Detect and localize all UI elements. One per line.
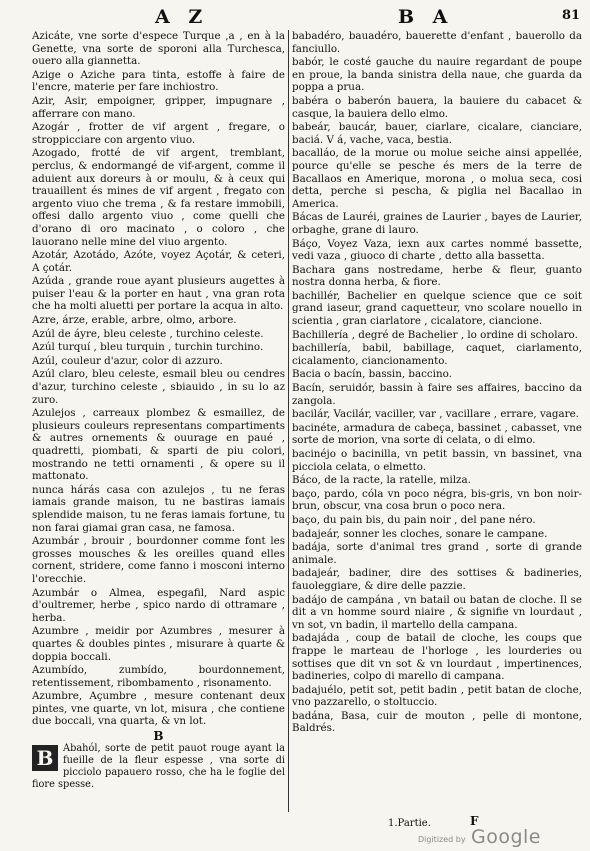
left-entry: Azulejos , carreaux plombez & esmaillez, de plusieurs couleurs representans compartiments & autres ornements & ouurage en paué , quadretti, piombati, & sparti de piu colori, mostrando ne tetti ornamenti , & opere su il mattonato. (32, 407, 285, 483)
right-entry: badájo de campána , vn batail ou batan de cloche. Il se dit a vn homme sourd niaire , & signifie vn lourdaut , vn sot, vn badin, il martello della campana. (292, 593, 582, 631)
running-head-right: B A (398, 6, 454, 28)
left-entry: Azumbre , meidir por Azumbres , mesurer à quartes & doubles pintes , misurare à quarte & doppia boccali. (32, 625, 285, 663)
right-entry: Bacín, seruidór, bassin à faire ses affaires, baccino da zangola. (292, 382, 582, 407)
right-entry: babór, le costé gauche du nauire regardant de poupe en proue, la banda sinistra della naue, che guarda da poppa a prua. (292, 56, 582, 94)
right-entry: bachillér, Bachelier en quelque science que ce soit grand iaseur, grand caquetteur, vno scolare nouello in scientia , gran ciarlatore , cicalatore, ciancione. (292, 289, 582, 328)
watermark-google-logo: Google (471, 826, 542, 848)
right-entry: badajeár, sonner les cloches, sonare le campane. (292, 527, 548, 540)
right-entry: bacinéte, armadura de cabeça, bassinet , cabasset, vne sorte de morion, vna sorte di celata, o di elmo. (292, 421, 582, 447)
right-entry: Bacia o bacín, bassin, baccino. (292, 368, 452, 381)
left-column (32, 30, 285, 808)
right-entry: bacilár, Vacilár, vaciller, var , vacillare , errare, vagare. (292, 408, 579, 421)
page-header (0, 4, 590, 28)
digitized-watermark (418, 828, 568, 848)
right-entry: babéra o baberón bauera, la bauiere du cabacet & casque, la bauiera dello elmo. (292, 94, 582, 120)
entry-abahol (32, 743, 285, 791)
left-entry: Azre, árze, erable, arbre, olmo, arbore. (32, 314, 237, 327)
right-entry: badána, Basa, cuir de mouton , pelle di montone, Baldrés. (292, 709, 582, 735)
right-entry: Bachillería , degré de Bachelier , lo ordine di scholaro. (292, 328, 578, 341)
left-entry: Azumbár o Almea, espegafil, Nard aspic d'oultremer, herbe , spico nardo di ottramare , herba. (32, 586, 285, 624)
left-entry: Azúl, couleur d'azur, color di azzuro. (32, 354, 223, 367)
signature-mark: 1.Partie. (388, 818, 431, 829)
left-entry: Azumbre, Açumbre , mesure contenant deux pintes, vne quarte, vn lot, misura , che contiene due boccali, vna quarta, & vn lot. (32, 690, 285, 728)
left-entry: Azúl turquí , bleu turquin , turchin turchino. (32, 341, 264, 354)
right-column (292, 30, 582, 808)
right-entry: bachillería, babil, babillage, caquet, ciarlamento, cicalamento, ciancionamento. (292, 342, 582, 367)
left-entry: Azogado, frotté de vif argent, tremblant, perclus, & endormangé de vif-argent, comme il aduient aux doreurs à or moulu, & à ceux qui trauaillent és mines de vif argent , fregato con argento viuo che trema , & fa restare immobili, offesi dallo argento viuo , come quelli che d'orano di oro macinato , o coloro , che lauorano nelle mine del viuo argento. (32, 147, 285, 248)
left-entry: Azumbído, zumbído, bourdonnement, retentissement, ribombamento , risonamento. (32, 664, 285, 689)
right-entry: Bachara gans nostredame, herbe & fleur, guanto nostra donna herba, & fiore. (292, 263, 582, 289)
column-divider (288, 30, 289, 812)
right-entry: bacalláo, de la morue ou molue seiche ainsi appellée, pource qu'elle se pesche és mers de la terre de Bacallaos en Amerique, morona , o molua seca, cosi detta, perche si pescha, & piglia nel Bacallao in America. (292, 147, 582, 210)
left-entry: Azúl claro, bleu celeste, esmail bleu ou cendres d'azur, turchino celeste , sbiauido , in su lo az zuro. (32, 368, 285, 406)
catchword-letter: F (470, 814, 479, 828)
left-entry: Azicáte, vne sorte d'espece Turque ,a , en à la Genette, vna sorte de sporoni alla Turchesca, ouero alla giannetta. (32, 30, 285, 68)
right-entry: badajuélo, petit sot, petit badin , petit batan de cloche, vno pazzarello, o stoltuccio. (292, 683, 582, 709)
right-entry: baço, du pain bis, du pain noir , del pane néro. (292, 513, 536, 526)
right-entry: Bácas de Lauréi, graines de Laurier , bayes de Laurier, orbaghe, grane di lauro. (292, 211, 582, 236)
left-entry: Azir, Asir, empoigner, gripper, impugnare , afferrare con mano. (32, 94, 285, 120)
right-entry: Báço, Voyez Vaza, iexn aux cartes nommé bassette, vedi vaza , giuoco di charte , detto alla bassetta. (292, 237, 582, 263)
right-entry: badajáda , coup de batail de cloche, les coups que frappe le marteau de l'horloge , les lourderies ou sottises que dit vn sot & vn lourdaut , impertinences, badineries, colpo di marello di campana. (292, 632, 582, 683)
watermark-digitized-by: Digitized by (418, 835, 466, 844)
right-entries (292, 30, 582, 735)
page-number: 81 (562, 8, 581, 23)
right-entry: bacinéjo o bacinilla, vn petit bassin, vn bassinet, vna picciola celata, o elmetto. (292, 448, 582, 473)
right-entry: badája, sorte d'animal tres grand , sorte di grande animale. (292, 541, 582, 566)
left-entry: Azotár, Azotádo, Azóte, voyez Açotár, & ceteri, A çotár. (32, 249, 285, 274)
right-entry: baço, pardo, cóla vn poco négra, bis-gris, vn bon noir-brun, obscur, vna cosa brun o poco nera. (292, 487, 582, 513)
right-entry: babeár, baucár, bauer, ciarlare, cicalare, cianciare, baciá. V á, vache, vaca, bestia. (292, 121, 582, 146)
right-entry: Báco, de la racte, la ratelle, milza. (292, 474, 471, 487)
dropcap-letter: B (32, 745, 58, 771)
left-entry: Azumbár , brouir , bourdonner comme font les grosses mousches & les oreilles quand elles cornent, stridere, come fanno i mosconi interno l'orecchie. (32, 535, 285, 585)
running-head-left: A Z (155, 6, 209, 28)
right-entry: badajeár, badiner, dire des sottises & badineries, fauoleggiare, & dire delle pazzie. (292, 567, 582, 592)
left-entry: nunca hárás casa con azulejos , tu ne feras iamais grande maison, tu ne bastiras iamais splendide maison, tu ne feras iamais fortune, tu non farai giamai gran casa, ne famosa. (32, 483, 285, 534)
left-entry: Azige o Aziche para tinta, estoffe à faire de l'encre, materie per fare inchiostro. (32, 68, 285, 94)
section-heading-b: B (153, 729, 164, 744)
left-entry: Azúl de áyre, bleu celeste , turchino celeste. (32, 327, 264, 340)
entry-abahol-text: Abahól, sorte de petit pauot rouge ayant la fueille de la fleur espesse , vna sorte di picciolo papauero rosso, che ha le foglie del fiore spesse. (32, 743, 285, 791)
right-entry: babadéro, bauadéro, bauerette d'enfant , bauerollo da fanciullo. (292, 30, 582, 55)
left-entries (32, 30, 285, 728)
left-entry: Azúda , grande roue ayant plusieurs augettes à puiser l'eau & la porter en haut , vna gran rota che ha molti aluetti per portare la acqua in alto. (32, 275, 285, 313)
left-entry: Azogár , frotter de vif argent , fregare, o stroppicciare con argento viuo. (32, 121, 285, 146)
